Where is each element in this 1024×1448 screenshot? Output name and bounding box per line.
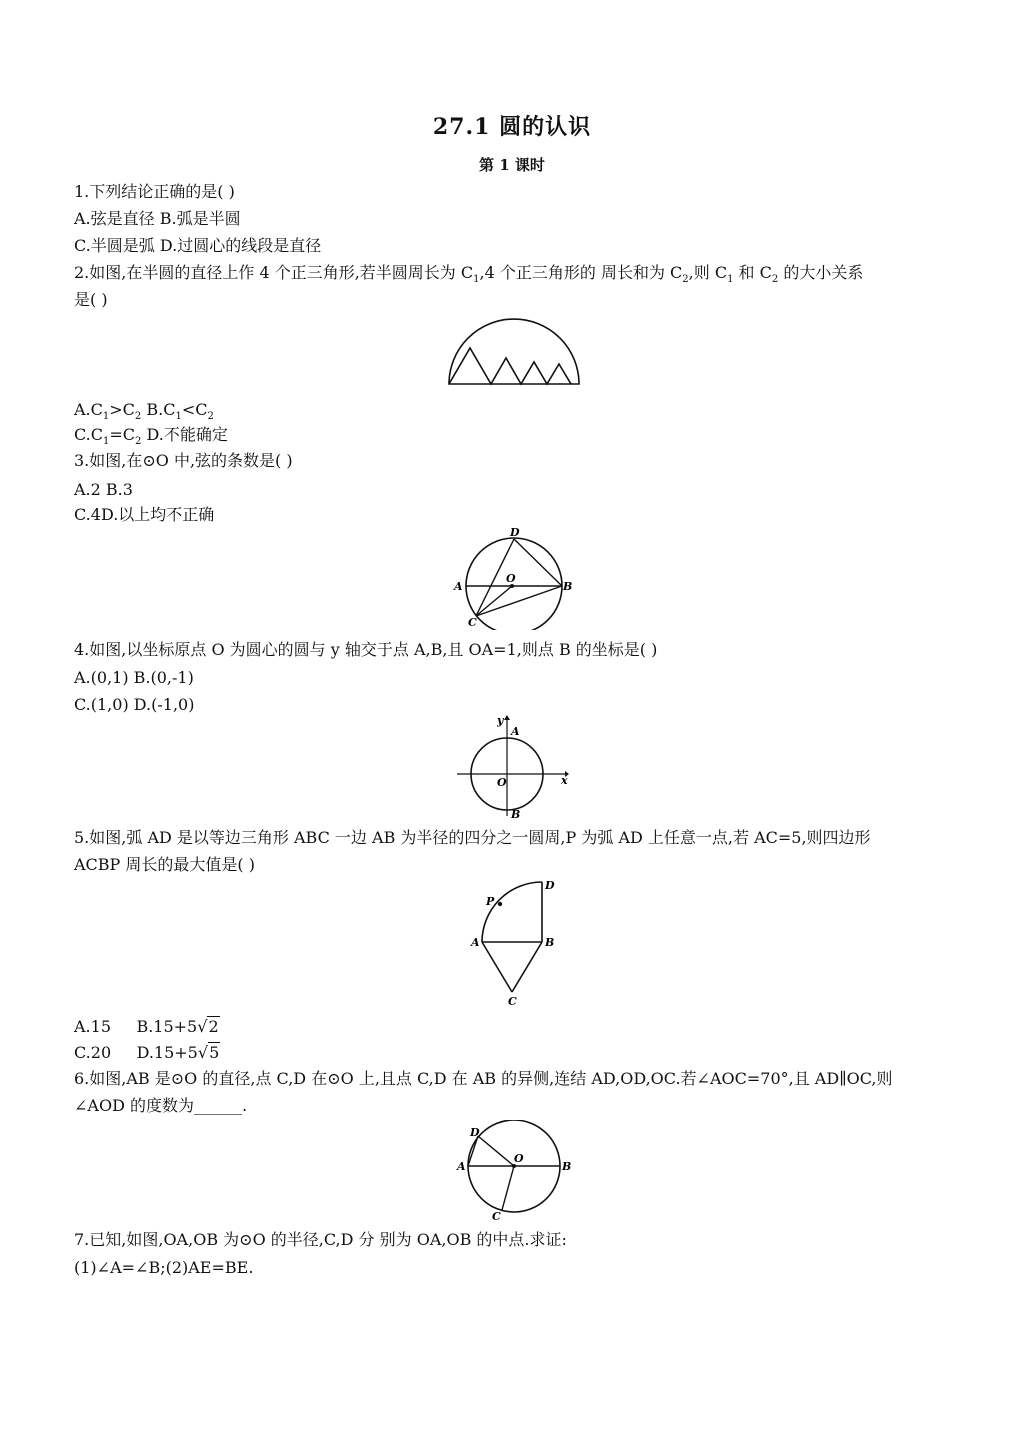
q6-figure-circle [452,1120,582,1230]
q5-label-C: C [508,995,517,1008]
q1-options-cd: C.半圆是弧 D.过圆心的线段是直径 [74,236,322,255]
q7-stem-line1: 7.已知,如图,OA,OB 为⊙O 的半径,C,D 分 别为 OA,OB 的中点.求证: [74,1230,567,1249]
q4-label-A: A [511,725,520,738]
q3-label-O: O [506,572,516,585]
q2-stem-line2: 是( ) [74,290,108,309]
q4-stem: 4.如图,以坐标原点 O 为圆心的圆与 y 轴交于点 A,B,且 OA=1,则点 B 的坐标是( ) [74,640,658,659]
q6-label-C: C [492,1210,501,1223]
q6-label-B: B [562,1160,572,1173]
q3-label-C: C [468,616,477,629]
q2-options-ab: $A.C_1>C_2$ $B.C_1<C_2$ [74,400,214,423]
q5-label-P: P [486,895,495,908]
q5-options-cd: C.20 D.15+5√5 [74,1043,220,1062]
q3-options-cd: C.4D.以上均不正确 [74,505,215,524]
q3-options-ab: A.2 B.3 [74,480,133,499]
q1-options-ab: A.弦是直径 B.弧是半圆 [74,209,241,228]
q2-figure-semicircle [446,318,582,392]
q4-label-B: B [511,808,521,821]
q4-figure-coordinate-circle [455,712,575,826]
q4-label-x: x [561,774,568,787]
q4-label-O: O [497,776,507,789]
sqrt-symbol: √5 [197,1043,220,1062]
q1-stem: 1.下列结论正确的是( ) [74,182,235,201]
q2-options-cd: $C.C_1=C_2$ D.不能确定 [74,425,228,448]
q5-stem-line2: ACBP 周长的最大值是( ) [74,855,255,874]
q3-label-B: B [563,580,573,593]
q5-label-D: D [545,879,555,892]
q5-label-A: A [471,936,480,949]
q5-options-ab: A.15 B.15+5√2 [74,1017,219,1036]
q3-label-A: A [454,580,463,593]
q6-stem-line2: ∠AOD 的度数为______. [74,1096,248,1115]
q6-label-O: O [514,1152,524,1165]
q5-stem-line1: 5.如图,弧 AD 是以等边三角形 ABC 一边 AB 为半径的四分之一圆周,P 为弧 AD 上任意一点,若 AC=5,则四边形 [74,828,871,847]
page-title: 27.1 圆的认识 [432,114,592,140]
page-subtitle: 第 1 课时 [479,156,545,174]
q5-figure-quarter-arc [466,874,566,1016]
q6-label-A: A [457,1160,466,1173]
q4-label-y: y [497,714,504,727]
q3-label-D: D [510,526,520,539]
q3-stem: 3.如图,在⊙O 中,弦的条数是( ) [74,451,293,470]
q3-figure-circle [448,524,578,634]
q4-options-ab: A.(0,1) B.(0,-1) [74,668,194,687]
q4-options-cd: C.(1,0) D.(-1,0) [74,695,195,714]
q7-stem-line2: (1)∠A=∠B;(2)AE=BE. [74,1258,254,1277]
q5-label-B: B [545,936,555,949]
q2-stem: 2.如图,在半圆的直径上作 4 个正三角形,若半圆周长为 $C_1,4$ 个正三角形的 周长和为 $C_2$,则 $C_1$ 和 $C_2$ 的大小关系 [74,263,864,286]
sqrt-symbol: √2 [197,1017,219,1036]
q6-label-D: D [470,1126,480,1139]
q6-stem-line1: 6.如图,AB 是⊙O 的直径,点 C,D 在⊙O 上,且点 C,D 在 AB 的异侧,连结 AD,OD,OC.若∠AOC=70°,且 AD∥OC,则 [74,1069,893,1088]
